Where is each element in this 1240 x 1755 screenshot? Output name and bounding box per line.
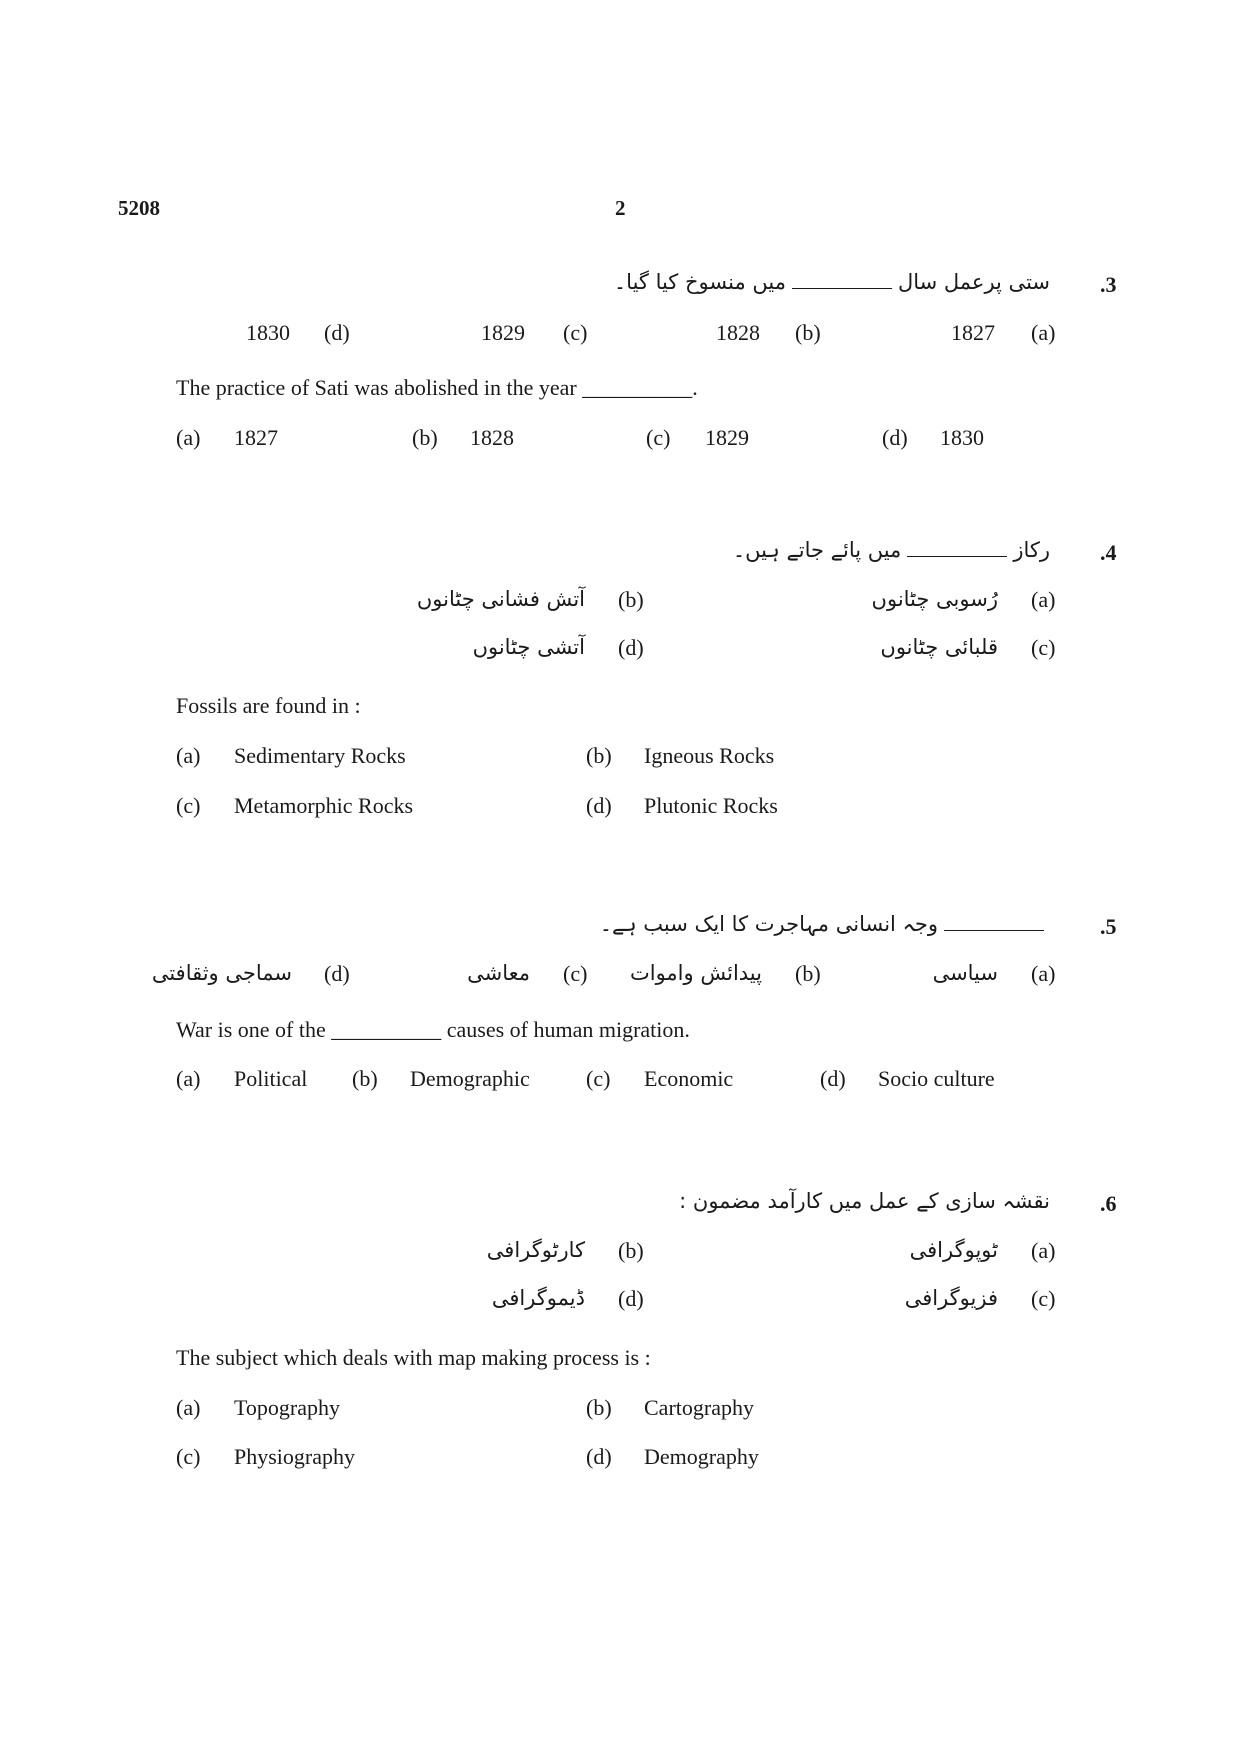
urdu-option-a-label: (a) [1031,587,1056,612]
english-option-b: Cartography [644,1395,754,1420]
urdu-option-c-label: (c) [563,320,588,345]
urdu-option-c-label: (c) [563,961,588,986]
english-option-c-label: (c) [586,1066,611,1091]
urdu-option-c: قلبائی چٹانوں [880,635,998,659]
urdu-option-c: 1829 [481,320,525,345]
urdu-stem-part-1: رکاز [1013,538,1050,562]
blank-line [792,270,892,289]
english-option-a-label: (a) [176,1395,201,1420]
english-option-b: Demographic [410,1066,530,1091]
urdu-option-d-label: (d) [324,961,350,986]
english-option-d-label: (d) [586,1444,612,1469]
urdu-option-a-label: (a) [1031,320,1056,345]
question-number: .4 [1100,540,1117,565]
urdu-stem: نقشہ سازی کے عمل میں کارآمد مضمون : [679,1189,1050,1213]
urdu-option-a: 1827 [951,320,995,345]
english-option-c: Metamorphic Rocks [234,793,414,818]
question-number: .3 [1100,272,1117,297]
english-option-a: Political [234,1066,308,1091]
english-option-a: Topography [234,1395,340,1420]
urdu-option-d: ڈیموگرافی [491,1286,585,1310]
english-option-d: Demography [644,1444,759,1469]
urdu-stem [600,912,1050,936]
urdu-option-d-label: (d) [618,635,644,660]
english-option-b-label: (b) [586,1395,612,1420]
english-stem: Fossils are found in : [176,693,361,718]
urdu-option-a: رُسوبی چٹانوں [871,587,998,611]
urdu-stem [614,270,1050,294]
english-stem: The subject which deals with map making process is : [176,1345,651,1370]
urdu-option-b: 1828 [716,320,760,345]
english-option-a-label: (a) [176,1066,201,1091]
urdu-option-b: پیدائش واموات [629,961,762,985]
english-option-c-label: (c) [176,793,201,818]
urdu-option-a-label: (a) [1031,961,1056,986]
question-number: .6 [1100,1191,1117,1216]
urdu-option-d-label: (d) [618,1286,644,1311]
english-option-b-label: (b) [352,1066,378,1091]
english-option-d-label: (d) [586,793,612,818]
urdu-option-b-label: (b) [618,587,644,612]
urdu-stem-part-1: ستی پرعمل سال [897,270,1050,294]
urdu-option-b: آتش فشانی چٹانوں [416,587,585,611]
urdu-option-c-label: (c) [1031,635,1056,660]
english-option-a-label: (a) [176,743,201,768]
urdu-option-b-label: (b) [795,961,821,986]
urdu-stem-part-2: میں منسوخ کیا گیا۔ [613,270,786,294]
english-option-d-label: (d) [882,425,908,450]
english-option-c-label: (c) [176,1444,201,1469]
english-stem: The practice of Sati was abolished in the year __________. [176,375,698,400]
english-option-b-label: (b) [586,743,612,768]
urdu-option-c: فزیوگرافی [904,1286,998,1310]
urdu-stem-part-2: میں پائے جاتے ہیں۔ [732,538,902,562]
english-option-b: 1828 [470,425,514,450]
english-option-d-label: (d) [820,1066,846,1091]
urdu-option-b-label: (b) [618,1238,644,1263]
urdu-option-c-label: (c) [1031,1286,1056,1311]
urdu-option-b: کارٹوگرافی [486,1238,585,1262]
question-number: .5 [1100,914,1117,939]
english-option-d: Plutonic Rocks [644,793,778,818]
english-option-d: Socio culture [878,1066,995,1091]
urdu-option-c: معاشی [467,961,530,985]
urdu-option-a: ٹوپوگرافی [909,1238,998,1262]
urdu-option-a-label: (a) [1031,1238,1056,1263]
urdu-option-a: سیاسی [932,961,998,985]
english-stem: War is one of the __________ causes of human migration. [176,1017,690,1042]
urdu-option-d: سماجی وثقافتی [151,961,292,985]
english-option-b-label: (b) [412,425,438,450]
english-option-b: Igneous Rocks [644,743,775,768]
urdu-option-d: 1830 [246,320,290,345]
english-option-d: 1830 [940,425,984,450]
blank-line [907,538,1007,557]
english-option-c: Economic [644,1066,734,1091]
english-option-a: 1827 [234,425,278,450]
english-option-a: Sedimentary Rocks [234,743,406,768]
urdu-option-d: آتشی چٹانوں [472,635,585,659]
urdu-stem-text: وجہ انسانی مہاجرت کا ایک سبب ہے۔ [599,912,938,936]
blank-line [944,912,1044,931]
english-option-c: Physiography [234,1444,355,1469]
english-option-c-label: (c) [646,425,671,450]
english-option-a-label: (a) [176,425,201,450]
urdu-option-b-label: (b) [795,320,821,345]
urdu-option-d-label: (d) [324,320,350,345]
urdu-stem [733,538,1050,562]
page-number: 2 [615,196,626,220]
english-option-c: 1829 [705,425,749,450]
paper-code: 5208 [118,196,160,220]
